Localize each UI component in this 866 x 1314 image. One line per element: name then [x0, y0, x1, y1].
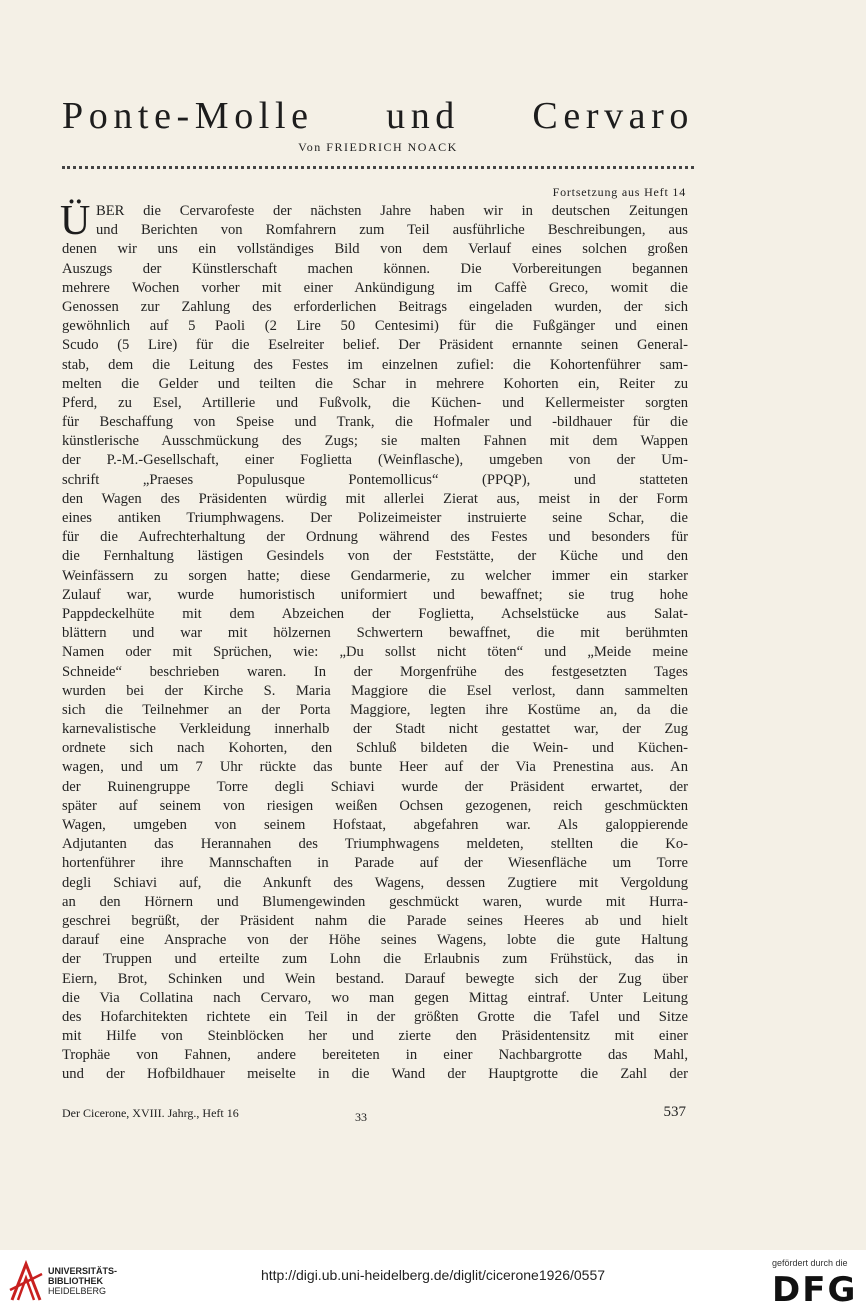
- text-line: melten die Gelder und teilten die Schar in mehrere Kohorten ein, Reiter zu: [62, 375, 688, 392]
- text-line: und der Hofbildhauer meiselte in die Wand der Hauptgrotte die Zahl der: [62, 1066, 688, 1083]
- footer-journal: Der Cicerone, XVIII. Jahrg., Heft 16: [62, 1106, 239, 1120]
- text-line: blättern und war mit hölzernen Schwertern bewaffnet, die mit berühmten: [62, 625, 688, 642]
- text-line: die Fernhaltung lästigen Gesindels von der Feststätte, der Küche und den: [62, 548, 688, 565]
- text-line: degli Schiavi auf, die Ankunft des Wagens, dessen Zugtiere mit Vergoldung: [62, 874, 688, 891]
- text-line: für Beschaffung von Speise und Trank, die Hofmaler und -bildhauer für die: [62, 414, 688, 431]
- text-line: denen wir uns ein vollständiges Bild von dem Verlauf eines solchen großen: [62, 241, 688, 258]
- text-line: die Via Collatina nach Cervaro, wo man gegen Mittag eintraf. Unter Leitung: [62, 989, 688, 1006]
- text-line: gewöhnlich auf 5 Paoli (2 Lire 50 Centesimi) für die Fußgänger und einen: [62, 318, 688, 335]
- text-line: Scudo (5 Lire) für die Eselreiter belief. Der Präsident ernannte seinen General-: [62, 337, 688, 354]
- text-line: für die Aufrechterhaltung der Ordnung während des Festes und besonders für: [62, 529, 688, 546]
- viewer-footer-bar: [0, 1250, 866, 1314]
- text-line: mit Hilfe von Steinblöcken her und zierte den Präsidentensitz mit einer: [62, 1028, 688, 1045]
- text-line: stab, dem die Leitung des Festes im einzelnen zufiel: die Kohortenführer sam-: [62, 356, 688, 373]
- text-line: Namen oder mit Sprüchen, wie: „Du sollst nicht töten“ und „Meide meine: [62, 644, 688, 661]
- page-number: 537: [663, 1104, 686, 1120]
- library-name: UNIVERSITÄTS- BIBLIOTHEK HEIDELBERG: [48, 1266, 118, 1296]
- text-line: an den Hörnern und Blumengewinden geschmückt waren, wurde mit Hurra-: [62, 893, 688, 910]
- text-line: Pappdeckelhüte mit dem Abzeichen der Foglietta, Achselstücke aus Salat-: [62, 605, 688, 622]
- article-title: Ponte-Molle und Cervaro: [62, 95, 694, 137]
- article-byline: Von FRIEDRICH NOACK: [298, 140, 458, 154]
- footer-signature: 33: [355, 1110, 367, 1124]
- drop-cap: Ü: [60, 198, 91, 244]
- text-line: mehrere Wochen vorher mit einer Ankündigung im Caffè Greco, womit die: [62, 279, 688, 296]
- text-line: eines antiken Triumphwagens. Der Polizeimeister instruierte seine Schar, die: [62, 510, 688, 526]
- text-line: künstlerische Ausschmückung des Zugs; sie malten Fahnen mit dem Wappen: [62, 433, 688, 450]
- text-line: Schneide“ beschrieben waren. In der Morgenfrühe des festgesetzten Tages: [62, 663, 688, 680]
- text-line: Weinfässern zu sorgen hatte; diese Gendarmerie, zu welcher immer ein starker: [62, 567, 688, 584]
- continuation-note: Fortsetzung aus Heft 14: [552, 185, 686, 199]
- text-line: hortenführer ihre Mannschaften in Parade auf der Wiesenfläche um Torre: [62, 855, 688, 872]
- permalink-url[interactable]: http://digi.ub.uni-heidelberg.de/diglit/cicerone1926/0557: [260, 1267, 606, 1283]
- text-line: Eiern, Brot, Schinken und Wein bestand. Darauf bewegte sich der Zug über: [62, 970, 688, 987]
- text-line: ordnete sich nach Kohorten, den Schluß bildeten die Wein- und Küchen-: [62, 740, 688, 757]
- university-library-logo-icon: [8, 1260, 44, 1304]
- text-line: den Wagen des Präsidenten würdig mit allerlei Zierat aus, meist in der Form: [62, 490, 688, 507]
- text-line: und Berichten von Romfahrern zum Teil ausführliche Beschreibungen, aus: [96, 222, 688, 239]
- funder-label: gefördert durch die: [772, 1258, 848, 1268]
- text-line: Pferd, zu Esel, Artillerie und Fußvolk, die Küchen- und Kellermeister sorgten: [62, 394, 688, 411]
- text-line: der P.-M.-Gesellschaft, einer Foglietta (Weinflasche), umgeben von der Um-: [62, 452, 688, 469]
- text-line: Zulauf war, wurde humoristisch uniformiert und bewaffnet; sie trug hohe: [62, 586, 688, 603]
- text-line: wurden bei der Kirche S. Maria Maggiore die Esel verlost, dann sammelten: [62, 682, 688, 699]
- text-line: darauf eine Ansprache von der Höhe seines Wagens, lobte die gute Haltung: [62, 932, 688, 949]
- text-line: Trophäe von Fahnen, andere bereiteten in einer Nachbargrotte das Mahl,: [62, 1047, 688, 1064]
- text-line: Genossen zur Zahlung des erforderlichen Beitrags eingeladen wurden, der sich: [62, 298, 688, 315]
- dfg-logo: DFG: [772, 1270, 858, 1310]
- text-line: karnevalistische Verkleidung innerhalb der Stadt nicht gestattet war, der Zug: [62, 721, 688, 738]
- text-line: des Hofarchitekten richtete ein Teil in der größten Grotte die Tafel und Sitze: [62, 1008, 688, 1025]
- text-line: sich die Teilnehmer an der Porta Maggiore, legten ihre Kostüme an, da die: [62, 701, 688, 718]
- text-line: Wagen, umgeben von seinem Hofstaat, abgefahren war. Als galoppierende: [62, 817, 688, 833]
- text-line: der Truppen und erteilte zum Lohn die Erlaubnis zum Frühstück, das in: [62, 951, 688, 968]
- text-line: geschrei begrüßt, der Präsident nahm die Parade seines Heeres ab und hielt: [62, 912, 688, 929]
- dotted-divider: [62, 166, 694, 169]
- text-line: wagen, und um 7 Uhr rückte das bunte Heer auf der Via Prenestina aus. An: [62, 759, 688, 776]
- text-line: Adjutanten das Herannahen des Triumphwagens meldeten, stellten die Ko-: [62, 836, 688, 853]
- article-body: [60, 198, 688, 1085]
- text-line: später auf seinem von riesigen weißen Ochsen gezogenen, reich geschmückten: [62, 797, 688, 814]
- text-line: der Ruinengruppe Torre degli Schiavi wurde der Präsident erwartet, der: [62, 778, 688, 795]
- text-line: BER die Cervarofeste der nächsten Jahre haben wir in deutschen Zeitungen: [96, 203, 688, 219]
- text-line: Auszugs der Künstlerschaft machen können. Die Vorbereitungen begannen: [62, 260, 688, 277]
- text-line: schrift „Praeses Populusque Pontemollicus“ (PPQP), und statteten: [62, 471, 688, 488]
